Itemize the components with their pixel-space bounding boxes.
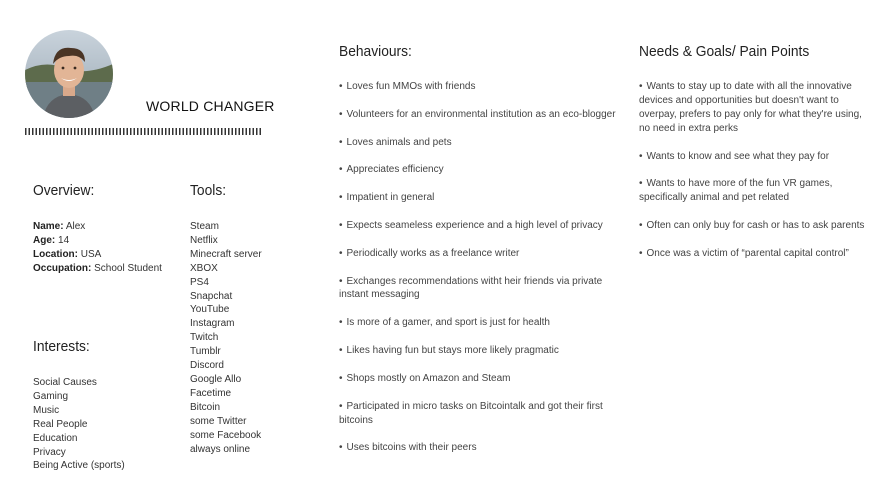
person-photo-icon bbox=[25, 30, 113, 118]
list-item: • Uses bitcoins with their peers bbox=[339, 441, 619, 455]
list-item: some Facebook bbox=[190, 429, 262, 441]
list-item: • Appreciates efficiency bbox=[339, 163, 619, 177]
list-item: • Likes having fun but stays more likely pragmatic bbox=[339, 344, 619, 358]
overview-heading: Overview: bbox=[33, 182, 95, 199]
list-item: always online bbox=[190, 443, 251, 455]
overview-fields bbox=[33, 220, 162, 276]
list-item: Social Causes bbox=[33, 377, 97, 388]
list-item: Music bbox=[33, 404, 60, 416]
list-item: • Wants to have more of the fun VR games, specifically animal and pet related bbox=[639, 177, 867, 205]
list-item: Privacy bbox=[33, 446, 66, 458]
overview-field-name: Name: Alex bbox=[33, 221, 86, 232]
overview-field-occupation: Occupation: School Student bbox=[33, 262, 162, 274]
needs-heading: Needs & Goals/ Pain Points bbox=[639, 43, 810, 60]
persona-title: WORLD CHANGER bbox=[146, 98, 275, 114]
list-item: Facetime bbox=[190, 387, 232, 399]
list-item: • Once was a victim of “parental capital control” bbox=[639, 247, 867, 261]
behaviours-heading: Behaviours: bbox=[339, 43, 412, 60]
list-item: • Expects seameless experience and a high level of privacy bbox=[339, 219, 619, 233]
overview-field-location: Location: USA bbox=[33, 248, 102, 260]
list-item: • Shops mostly on Amazon and Steam bbox=[339, 372, 619, 386]
list-item: • Exchanges recommendations witht heir friends via private instant messaging bbox=[339, 275, 619, 303]
list-item: • Loves animals and pets bbox=[339, 136, 619, 150]
list-item: PS4 bbox=[190, 276, 209, 288]
tools-list bbox=[190, 220, 262, 456]
list-item: Twitch bbox=[190, 332, 219, 344]
list-item: Real People bbox=[33, 418, 88, 430]
list-item: Gaming bbox=[33, 390, 69, 402]
list-item: • Loves fun MMOs with friends bbox=[339, 80, 619, 94]
list-item: XBOX bbox=[190, 262, 218, 274]
list-item: • Periodically works as a freelance writer bbox=[339, 247, 619, 261]
list-item: Being Active (sports) bbox=[33, 460, 125, 472]
list-item: Instagram bbox=[190, 318, 235, 330]
list-item: Discord bbox=[190, 360, 224, 372]
list-item: • Participated in micro tasks on Bitcointalk and got their first bitcoins bbox=[339, 400, 619, 428]
list-item: Steam bbox=[190, 221, 219, 232]
list-item: Netflix bbox=[190, 234, 218, 246]
tools-heading: Tools: bbox=[190, 182, 227, 199]
list-item: Tumblr bbox=[190, 346, 221, 358]
list-item: Google Allo bbox=[190, 373, 242, 385]
list-item: Bitcoin bbox=[190, 401, 221, 413]
interests-heading: Interests: bbox=[33, 338, 90, 355]
overview-field-age: Age: 14 bbox=[33, 234, 70, 246]
needs-list bbox=[639, 80, 867, 275]
list-item: YouTube bbox=[190, 304, 230, 316]
list-item: • Is more of a gamer, and sport is just for health bbox=[339, 316, 619, 330]
list-item: • Often can only buy for cash or has to ask parents bbox=[639, 219, 867, 233]
list-item: Snapchat bbox=[190, 290, 233, 302]
list-item: Education bbox=[33, 432, 78, 444]
list-item: • Wants to stay up to date with all the innovative devices and opportunities but doesn't want to overpay, prefers to pay only for what they're using, no need in extra perks bbox=[639, 80, 867, 136]
persona-avatar bbox=[25, 30, 113, 118]
list-item: some Twitter bbox=[190, 415, 247, 427]
decorative-barcode bbox=[25, 128, 262, 135]
list-item: • Wants to know and see what they pay for bbox=[639, 150, 867, 164]
list-item: Minecraft server bbox=[190, 248, 262, 260]
interests-list bbox=[33, 376, 125, 473]
list-item: • Volunteers for an environmental institution as an eco-blogger bbox=[339, 108, 619, 122]
list-item: • Impatient in general bbox=[339, 191, 619, 205]
behaviours-list bbox=[339, 80, 619, 469]
